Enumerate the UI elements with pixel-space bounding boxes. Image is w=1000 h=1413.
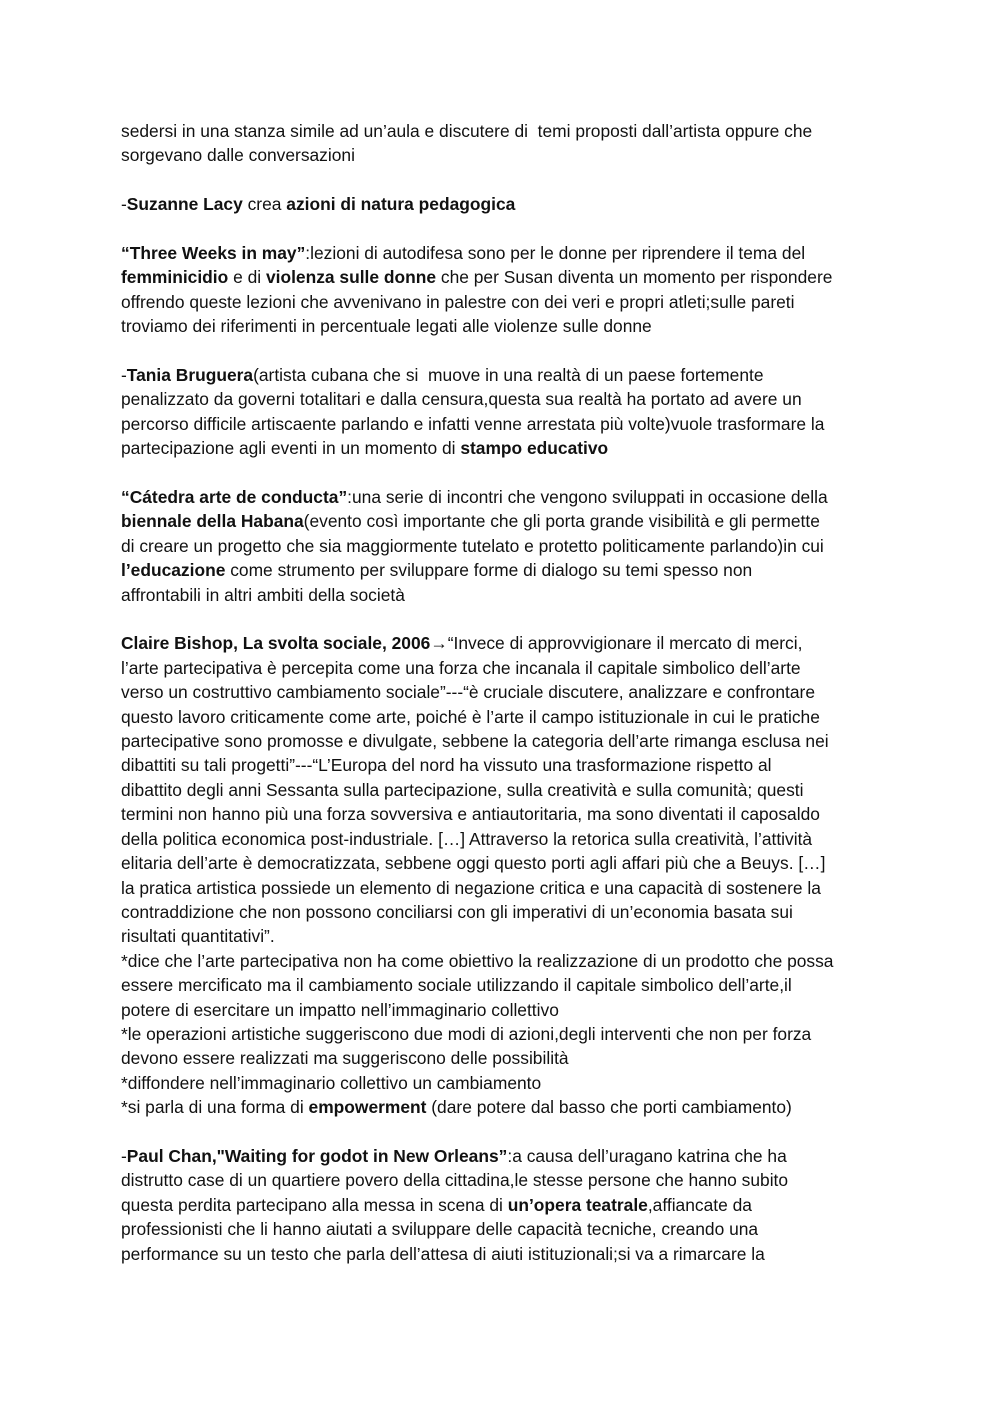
text-run: distrutto case di un quartiere povero della cittadina,le stesse persone che hanno subito	[121, 1170, 789, 1191]
text-line	[121, 802, 883, 826]
text-run: devono essere realizzati ma suggeriscono delle possibilità	[121, 1048, 569, 1069]
bold-text: stampo educativo	[460, 438, 609, 459]
text-run: ,affiancate da	[647, 1194, 752, 1215]
text-run: questo lavoro criticamente come arte, poiché è l’arte il campo istituzionale in cui le pratiche	[121, 706, 820, 727]
text-run: dibattiti su tali progetti”---“L’Europa del nord ha vissuto una trasformazione rispetto al	[121, 755, 772, 776]
text-run: :una serie di incontri che vengono sviluppati in occasione della	[347, 487, 828, 508]
text-line	[121, 1193, 883, 1217]
text-line	[121, 534, 883, 558]
text-line	[121, 656, 883, 680]
text-run: potere di esercitare un impatto nell’immaginario collettivo	[121, 999, 559, 1020]
text-run: performance su un testo che parla dell’attesa di aiuti istituzionali;si va a rimarcare la	[121, 1243, 765, 1264]
text-line	[121, 412, 883, 436]
text-run: offrendo queste lezioni che avvenivano in palestre con dei veri e propri atleti;sulle pareti	[121, 291, 795, 312]
text-run: troviamo dei riferimenti in percentuale legati alle violenze sulle donne	[121, 316, 652, 337]
bold-text: un’opera teatrale	[507, 1194, 648, 1215]
text-line	[121, 631, 883, 655]
text-line	[121, 192, 883, 216]
text-run: (artista cubana che si muove in una realtà di un paese fortemente	[253, 365, 764, 386]
text-line	[121, 778, 883, 802]
bold-text: Suzanne Lacy	[126, 194, 243, 215]
bold-text: Tania Bruguera	[126, 365, 254, 386]
document-page	[121, 119, 883, 1266]
bold-text: “Three Weeks in may”	[121, 243, 306, 263]
text-run: partecipative sono promosse e divulgate, sebbene la categoria dell’arte rimanga esclusa nei	[121, 731, 829, 752]
text-run: essere mercificato ma il cambiamento sociale utilizzando il capitale simbolico dell’arte,il	[121, 975, 792, 996]
bold-text: violenza sulle donne	[265, 267, 437, 288]
text-line	[121, 1071, 883, 1095]
text-run: -	[121, 365, 127, 386]
text-run: -	[121, 1145, 127, 1166]
text-line	[121, 1095, 883, 1119]
bold-text: “Cátedra arte de conducta”	[121, 487, 348, 508]
text-line	[121, 876, 883, 900]
text-run: percorso difficile artiscaente parlando e infatti venne arrestata più volte)vuole trasformare la	[121, 413, 825, 434]
text-line	[121, 143, 883, 167]
text-run: (evento così importante che gli porta grande visibilità e gli permette	[303, 511, 820, 532]
paragraph	[121, 1144, 883, 1266]
text-line	[121, 1242, 883, 1266]
text-run: affrontabili in altri ambiti della società	[121, 584, 405, 605]
text-line	[121, 1144, 883, 1168]
text-line	[121, 900, 883, 924]
text-run: penalizzato da governi totalitari e dalla censura,questa sua realtà ha portato ad avere un	[121, 389, 802, 410]
text-line	[121, 973, 883, 997]
text-run: come strumento per sviluppare forme di dialogo su temi spesso non	[225, 560, 753, 581]
text-run: (dare potere dal basso che porti cambiamento)	[426, 1097, 792, 1118]
bold-text: empowerment	[308, 1097, 427, 1118]
paragraph	[121, 192, 883, 216]
text-run: partecipazione agli eventi in un momento di	[121, 438, 461, 459]
text-line	[121, 827, 883, 851]
text-run: l’arte partecipativa è percepita come una forza che incanala il capitale simbolico dell’arte	[121, 657, 801, 678]
text-run: questa perdita partecipano alla messa in scena di	[121, 1194, 508, 1215]
text-line	[121, 1168, 883, 1192]
text-run: -	[121, 194, 127, 215]
text-line	[121, 583, 883, 607]
text-line	[121, 485, 883, 509]
text-line	[121, 949, 883, 973]
text-run: crea	[242, 194, 287, 215]
text-run: *dice che l’arte partecipativa non ha come obiettivo la realizzazione di un prodotto che possa	[121, 950, 834, 971]
paragraph	[121, 363, 883, 461]
text-run: professionisti che li hanno aiutati a sviluppare delle capacità tecniche, creando una	[121, 1219, 759, 1240]
text-line	[121, 705, 883, 729]
text-line	[121, 265, 883, 289]
text-run: sedersi in una stanza simile ad un’aula e discutere di temi proposti dall’artista oppure che	[121, 121, 813, 141]
text-run: :a causa dell’uragano katrina che ha	[507, 1145, 787, 1166]
text-run: termini non hanno più una forza sovversiva e antiautoritaria, ma sono diventati il caposaldo	[121, 804, 820, 825]
text-line	[121, 558, 883, 582]
text-run: che per Susan diventa un momento per rispondere	[436, 267, 833, 288]
text-line	[121, 1046, 883, 1070]
text-line	[121, 436, 883, 460]
text-run: e di	[228, 267, 266, 288]
bold-text: azioni di natura pedagogica	[286, 194, 516, 215]
text-run: elitaria dell’arte è democratizzata, sebbene oggi questo porti agli affari più che a Beuys. […]	[121, 853, 826, 874]
text-line	[121, 1217, 883, 1241]
text-line	[121, 119, 883, 143]
text-run: della politica economica post-industriale. […] Attraverso la retorica sulla creatività, l’attività	[121, 828, 813, 849]
bold-text: l’educazione	[121, 560, 226, 581]
text-line	[121, 363, 883, 387]
text-line	[121, 851, 883, 875]
text-line	[121, 241, 883, 265]
bold-text: biennale della Habana	[121, 511, 304, 532]
bold-text: femminicidio	[121, 267, 229, 288]
text-line	[121, 509, 883, 533]
text-line	[121, 753, 883, 777]
text-run: verso un costruttivo cambiamento sociale”---“è cruciale discutere, analizzare e confrontare	[121, 682, 815, 703]
text-line	[121, 290, 883, 314]
text-line	[121, 1022, 883, 1046]
text-line	[121, 680, 883, 704]
bold-text: Claire Bishop, La svolta sociale, 2006	[121, 633, 431, 654]
text-run: contraddizione che non possono conciliarsi con gli imperativi di un’economia basata sui	[121, 901, 793, 922]
text-line	[121, 924, 883, 948]
paragraph	[121, 485, 883, 607]
text-line	[121, 387, 883, 411]
text-run: sorgevano dalle conversazioni	[121, 145, 355, 166]
text-run: di creare un progetto che sia maggiormente tutelato e protetto politicamente parlando)in cui	[121, 535, 824, 556]
text-run: :lezioni di autodifesa sono per le donne per riprendere il tema del	[305, 243, 806, 263]
paragraph	[121, 119, 883, 168]
text-line	[121, 998, 883, 1022]
text-run: dibattito degli anni Sessanta sulla partecipazione, sulla creatività e sulla comunità; questi	[121, 779, 804, 800]
text-run: *diffondere nell’immaginario collettivo un cambiamento	[121, 1072, 542, 1093]
paragraph	[121, 631, 883, 1119]
bold-text: Paul Chan,"Waiting for godot in New Orleans”	[126, 1145, 508, 1166]
text-run: *le operazioni artistiche suggeriscono due modi di azioni,degli interventi che non per forza	[121, 1023, 812, 1044]
text-line	[121, 314, 883, 338]
text-run: *si parla di una forma di	[121, 1097, 309, 1118]
text-line	[121, 729, 883, 753]
paragraph	[121, 241, 883, 339]
text-run: →“Invece di approvvigionare il mercato di merci,	[430, 633, 803, 654]
text-run: la pratica artistica possiede un elemento di negazione critica e una capacità di sostenere la	[121, 877, 821, 898]
text-run: risultati quantitativi”.	[121, 926, 275, 947]
